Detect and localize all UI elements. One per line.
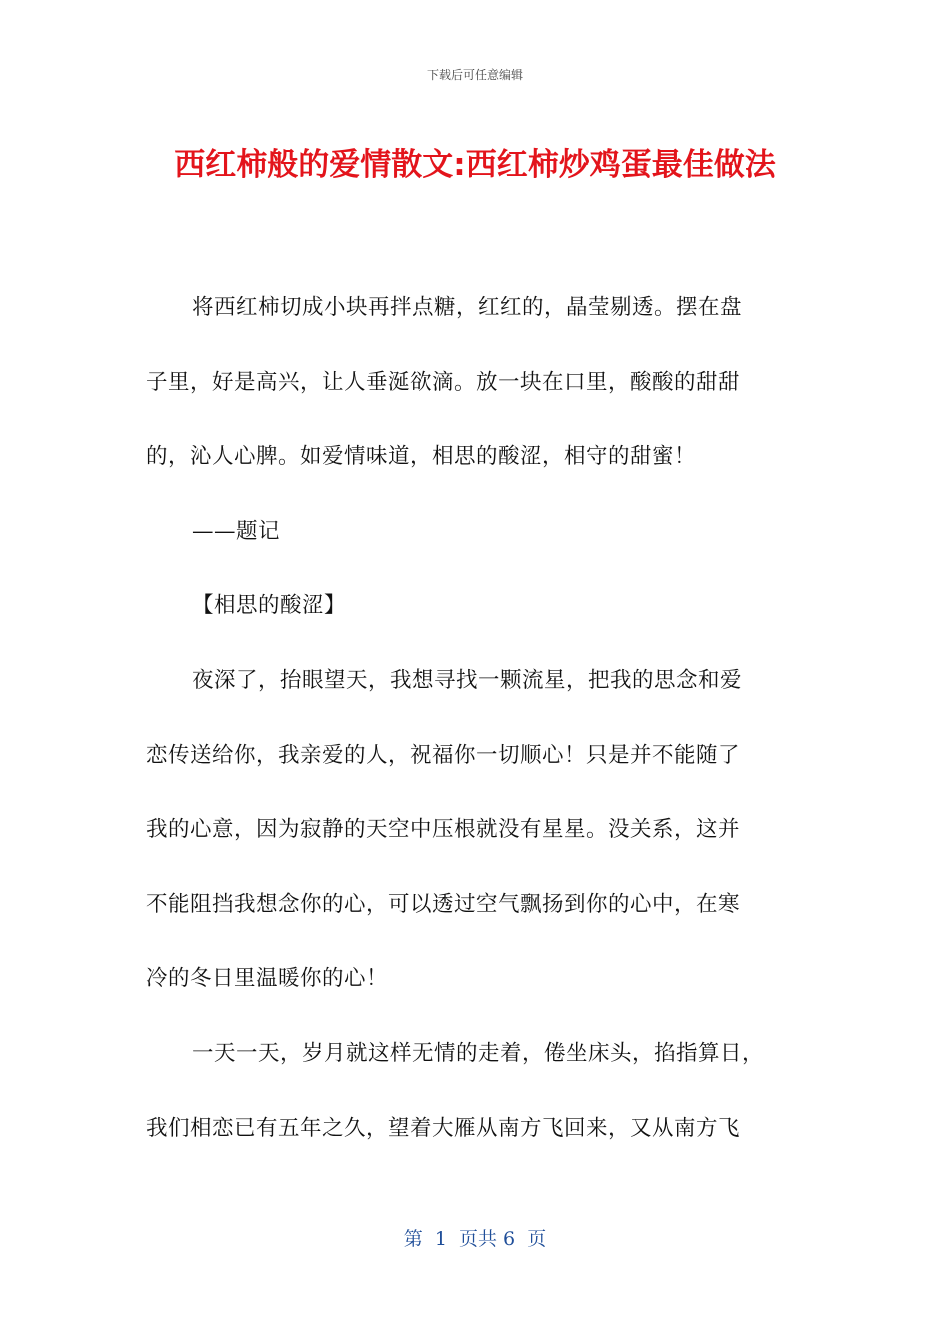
- body-line: 的，沁人心脾。如爱情味道，相思的酸涩，相守的甜蜜！: [146, 444, 697, 470]
- page-header-note: 下载后可任意编辑: [426, 68, 523, 82]
- body-line: 我们相恋已有五年之久，望着大雁从南方飞回来，又从南方飞: [146, 1115, 741, 1141]
- document-title: 西红柿般的爱情散文:西红柿炒鸡蛋最佳做法: [174, 147, 776, 183]
- body-line: 将西红柿切成小块再拌点糖，红红的，晶莹剔透。摆在盘: [192, 295, 743, 320]
- body-line: 恋传送给你，我亲爱的人，祝福你一切顺心！只是并不能随了: [146, 742, 741, 768]
- section-heading: 【相思的酸涩】: [192, 593, 347, 619]
- body-line: 夜深了，抬眼望天，我想寻找一颗流星，把我的思念和爱: [192, 667, 743, 693]
- body-line: 不能阻挡我想念你的心，可以透过空气飘扬到你的心中，在寒: [146, 891, 741, 917]
- body-line-epigraph-attribution: ——题记: [192, 518, 281, 544]
- body-line: 冷的冬日里温暖你的心！: [146, 966, 389, 992]
- body-line: 子里，好是高兴，让人垂涎欲滴。放一块在口里，酸酸的甜甜: [146, 369, 741, 395]
- page-number-footer: 第 1 页共 6 页: [403, 1228, 547, 1250]
- body-line: 我的心意，因为寂静的天空中压根就没有星星。没关系，这并: [146, 817, 741, 843]
- body-line: 一天一天，岁月就这样无情的走着，倦坐床头，掐指算日，: [192, 1040, 765, 1066]
- document-body: [146, 271, 806, 1166]
